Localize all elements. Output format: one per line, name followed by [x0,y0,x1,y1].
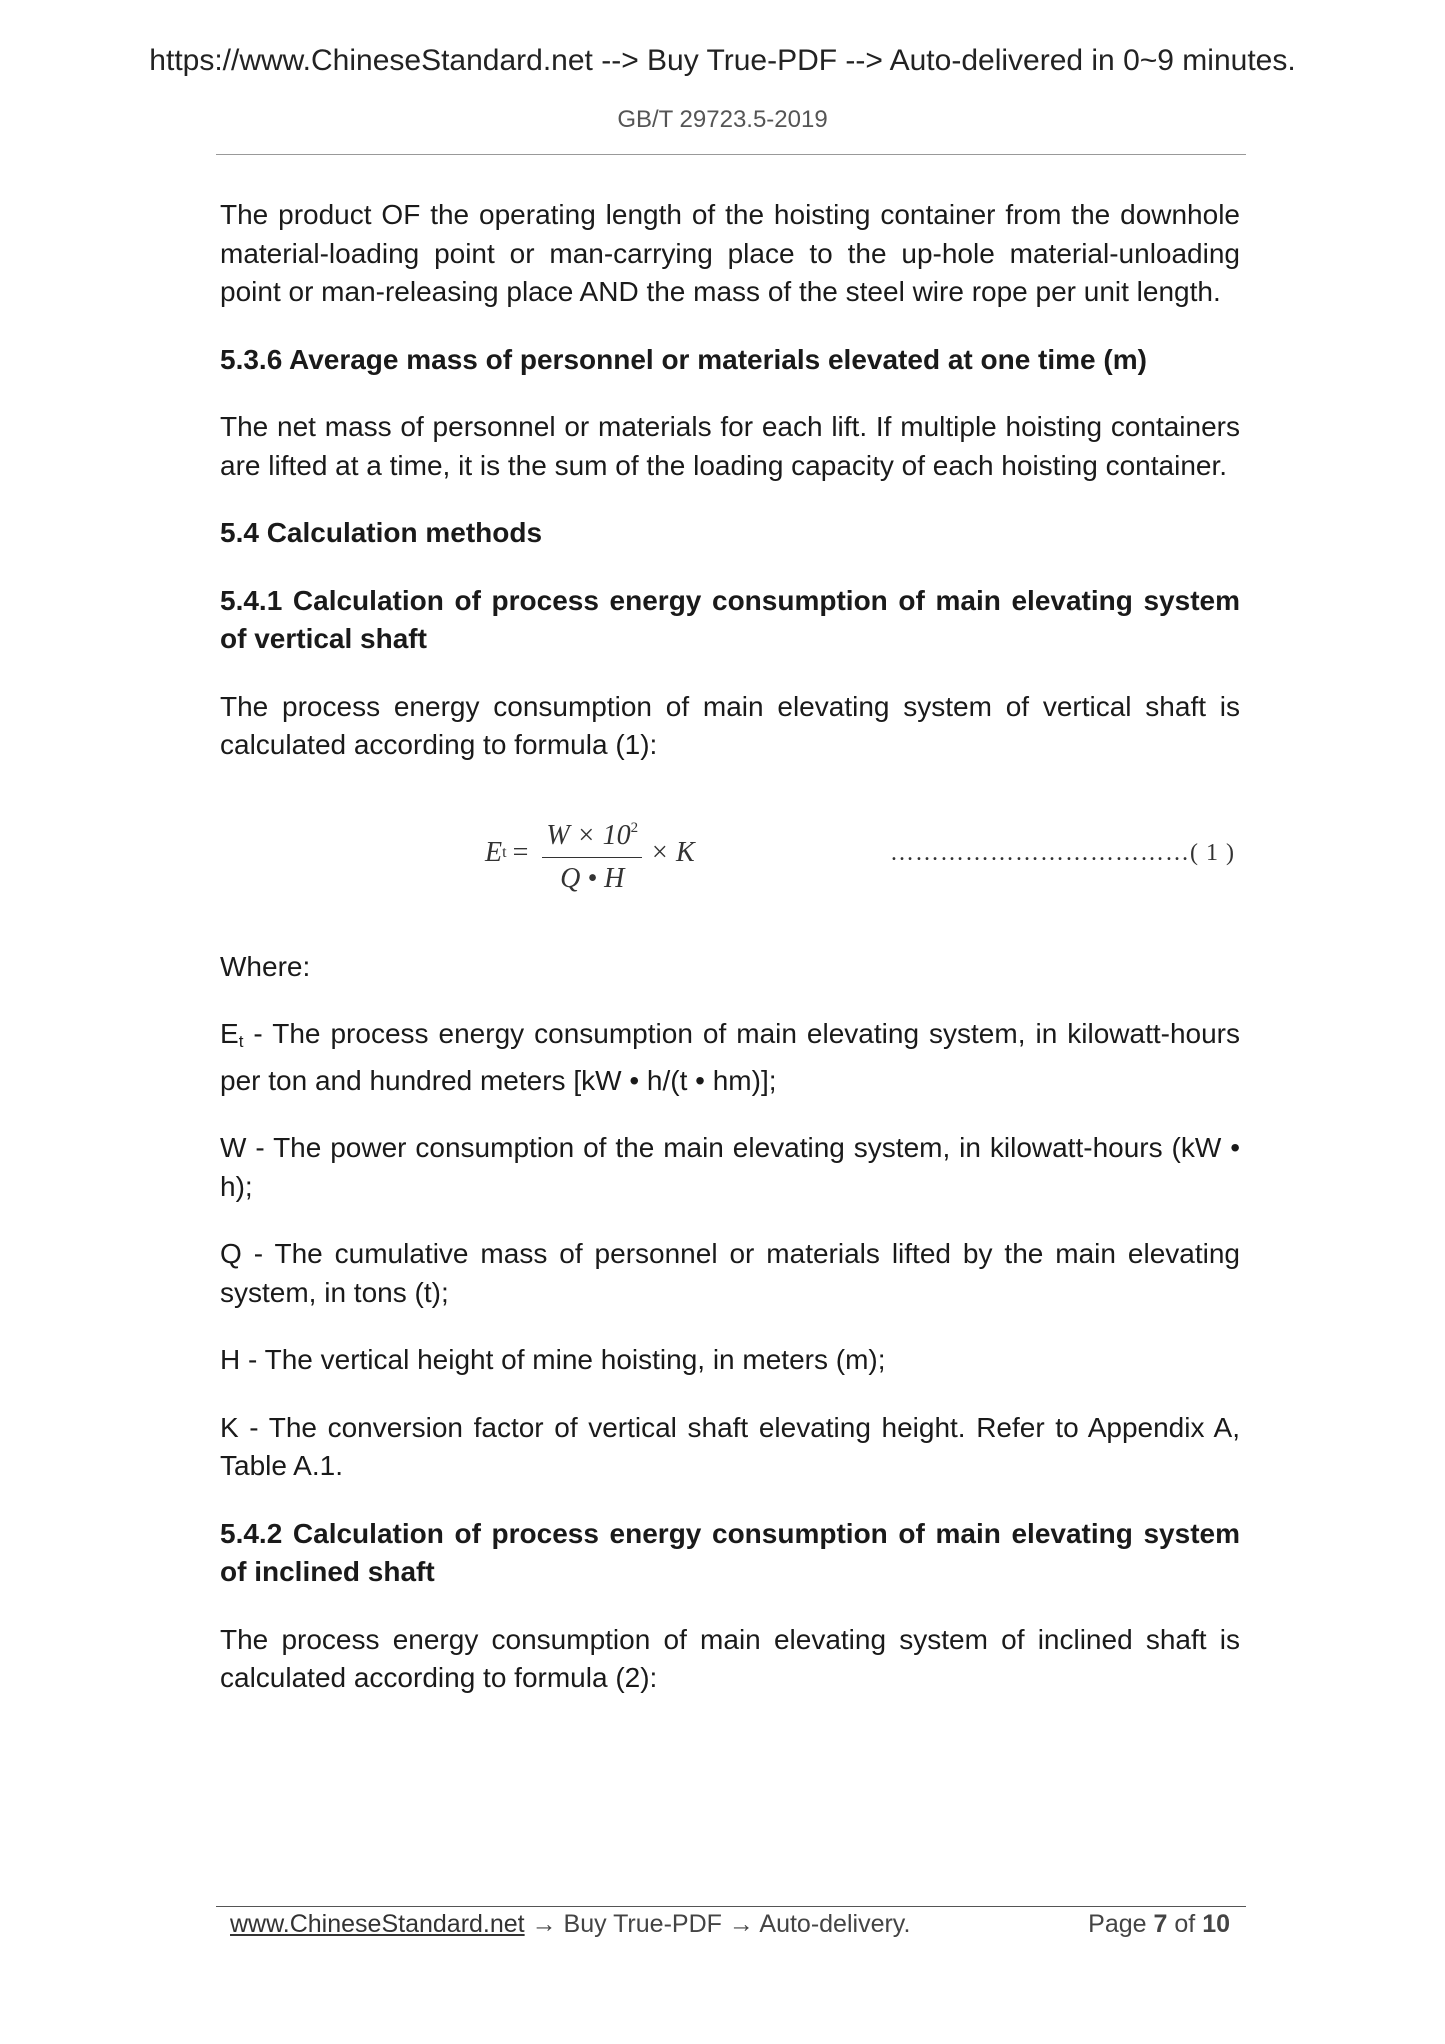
paragraph-5-4-2: The process energy consumption of main elevating system of inclined shaft is calculated according to formula (2): [220,1623,1240,1693]
heading-5-4-2: 5.4.2 Calculation of process energy consumption of main elevating system of inclined shaft [220,1517,1240,1587]
heading-5-3-6: 5.3.6 Average mass of personnel or materials elevated at one time (m) [220,343,1147,375]
definition-Et-subscript: t [238,1032,244,1051]
footer-site-link[interactable]: www.ChineseStandard.net [230,1910,525,1938]
intro-paragraph: The product OF the operating length of the hoisting container from the downhole material-loading point or man-carrying place to the up-hole material-unloading point or man-releasing place AND the mass of the steel wire rope per unit length. [220,199,1240,307]
numerator-exponent: 2 [630,819,639,836]
heading-5-4-1: 5.4.1 Calculation of process energy consumption of main elevating system of vertical shaft [220,584,1240,654]
formula-number: ………………………………( 1 ) [890,839,1235,866]
header-banner: https://www.ChineseStandard.net --> Buy True-PDF --> Auto-delivered in 0~9 minutes. [149,44,1296,77]
footer-divider [216,1906,1246,1907]
definition-W: W - The power consumption of the main elevating system, in kilowatt-hours (kW • h); [220,1132,1240,1202]
equals-sign: = [512,837,529,869]
where-label: Where: [220,950,311,982]
heading-5-4: 5.4 Calculation methods [220,517,543,548]
footer-text: → Buy True-PDF → Auto-delivery. [524,1910,911,1938]
footer [230,1910,1240,1939]
formula-1 [220,809,1240,919]
page-total: 10 [1202,1910,1230,1938]
formula-lhs-subscript: t [502,844,507,862]
document-body [220,196,1240,1698]
definition-Et-symbol: E [220,1018,239,1049]
header-divider [216,154,1246,155]
formula-lhs: E [485,837,503,869]
formula-rhs: × K [650,837,695,869]
definition-H: H - The vertical height of mine hoisting, in meters (m); [220,1344,886,1375]
definition-Et-text: - The process energy consumption of main elevating system, in kilowatt-hours per ton and hundred meters [kW • h/(t • hm)]; [220,1018,1240,1096]
definition-Q: Q - The cumulative mass of personnel or materials lifted by the main elevating system, in tons (t); [220,1238,1240,1308]
definition-K: K - The conversion factor of vertical shaft elevating height. Refer to Appendix A, Table A.1. [220,1411,1240,1481]
standard-number: GB/T 29723.5-2019 [617,106,828,133]
formula-1-expression [485,809,695,899]
page-of: of [1174,1910,1196,1938]
page-current: 7 [1153,1910,1168,1938]
formula-fraction [542,809,642,899]
page-indicator [1088,1910,1230,1939]
page-label: Page [1088,1910,1147,1938]
formula-denominator: Q • H [560,863,625,894]
definition-Et [220,1015,1240,1100]
paragraph-5-4-1: The process energy consumption of main elevating system of vertical shaft is calculated according to formula (1): [220,690,1240,760]
paragraph-5-3-6: The net mass of personnel or materials for each lift. If multiple hoisting containers are lifted at a time, it is the sum of the loading capacity of each hoisting container. [220,411,1240,481]
numerator-text: W × 10 [546,819,631,851]
formula-numerator [542,809,642,859]
